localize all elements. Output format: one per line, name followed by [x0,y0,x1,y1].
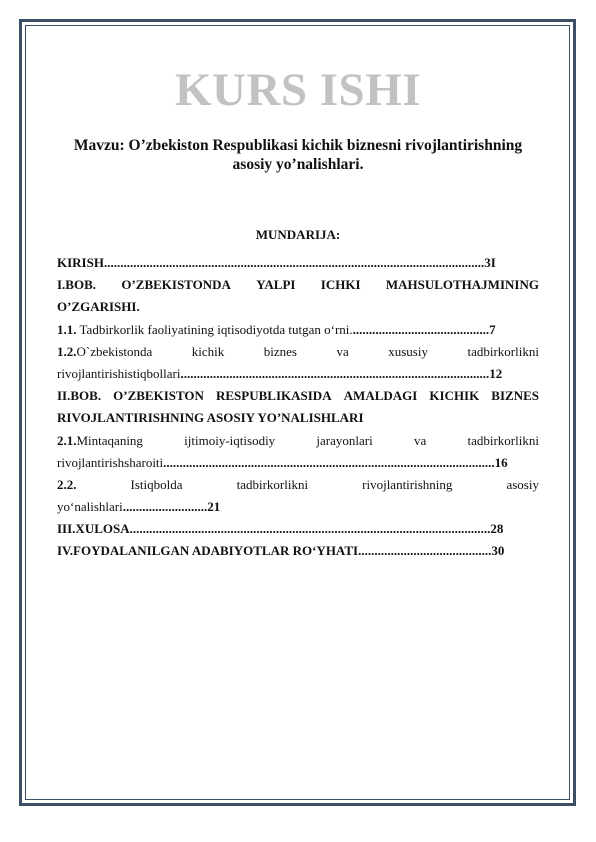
toc-text: Tadbirkorlik faoliyatining iqtisodiyotda tutgan o‘rni. [76,321,353,337]
toc-word: tadbirkorlikni [467,432,539,448]
toc-word: ICHKI [320,277,361,293]
toc-word: YALPI [256,277,296,293]
toc-number: 1.1. [57,321,77,337]
toc-word: II.BOB. [57,388,102,404]
toc-word: va [413,432,427,448]
toc-word: MAHSULOTHAJMINING [385,277,539,293]
toc-number: 2.2. [57,476,77,492]
toc-entry-2-1-continued [57,452,539,474]
toc-heading: MUNDARIJA: [255,227,341,242]
toc-word: RESPUBLIKASIDA [216,388,332,404]
toc-dots: ..........................................7 [352,321,496,337]
toc-entry-bob2-continued: RIVOJLANTIRISHNING ASOSIY YO’NALISHLARI [57,410,364,426]
toc-entry-2-2-continued [57,496,539,518]
toc-word: va [336,343,349,359]
toc-entry-2-1 [57,430,539,452]
toc-text: rivojlantirishsharoiti [57,454,164,470]
toc-entry-bob1 [57,274,539,296]
subject-line-2: asosiy yo’nalishlari. [232,156,364,173]
table-of-contents [57,252,539,563]
toc-entry-kirish: KIRISH.....................................................................................................................3I [57,255,496,270]
toc-word-rest: O`zbekistonda [76,343,153,359]
toc-text: yo‘nalishlari [57,499,123,515]
toc-entry-adabiyotlar: IV.FOYDALANILGAN ADABIYOTLAR RO‘YHATI.........................................30 [57,543,505,559]
toc-word [57,430,143,452]
toc-dots: ......................................................................................................16 [163,454,508,470]
toc-word: asosiy [506,476,539,492]
subject-line-1: Mavzu: O’zbekiston Respublikasi kichik biznesni rivojlantirishning [73,137,523,154]
toc-word: xususiy [388,343,428,359]
toc-entry-1-2 [57,341,539,363]
toc-entry-bob1-continued: O’ZGARISHI. [57,299,140,315]
toc-dots: ...............................................................................................12 [180,365,503,381]
toc-word: BIZNES [491,388,539,404]
toc-word: tadbirkorlikni [467,343,539,359]
toc-text: rivojlantirishistiqbollari [57,365,181,381]
toc-word: rivojlantirishning [362,476,453,492]
toc-word: tadbirkorlikni [236,476,309,492]
toc-dots: ..........................21 [122,499,221,515]
toc-entry-xulosa: III.XULOSA...............................................................................................................28 [57,521,504,537]
toc-word: Istiqbolda [130,476,183,492]
toc-word [57,341,152,363]
toc-word-rest: Mintaqaning [76,432,143,448]
toc-word: kichik [191,343,225,359]
document-title: KURS ISHI [174,64,422,116]
toc-word: jarayonlari [316,432,373,448]
toc-word: ijtimoiy-iqtisodiy [184,432,276,448]
toc-word: I.BOB. [57,277,97,293]
toc-word: AMALDAGI [343,388,418,404]
toc-word: KICHIK [429,388,480,404]
toc-number: 2.1. [57,432,77,448]
toc-number: 1.2. [57,343,77,359]
toc-entry-1-2-continued [57,363,539,385]
toc-entry-2-2 [57,474,539,496]
toc-entry-1-1 [57,319,539,341]
toc-word: O’ZBEKISTON [113,388,204,404]
subject-heading [60,136,536,174]
toc-word: O’ZBEKISTONDA [121,277,231,293]
toc-entry-bob2 [57,385,539,407]
toc-word: biznes [263,343,297,359]
